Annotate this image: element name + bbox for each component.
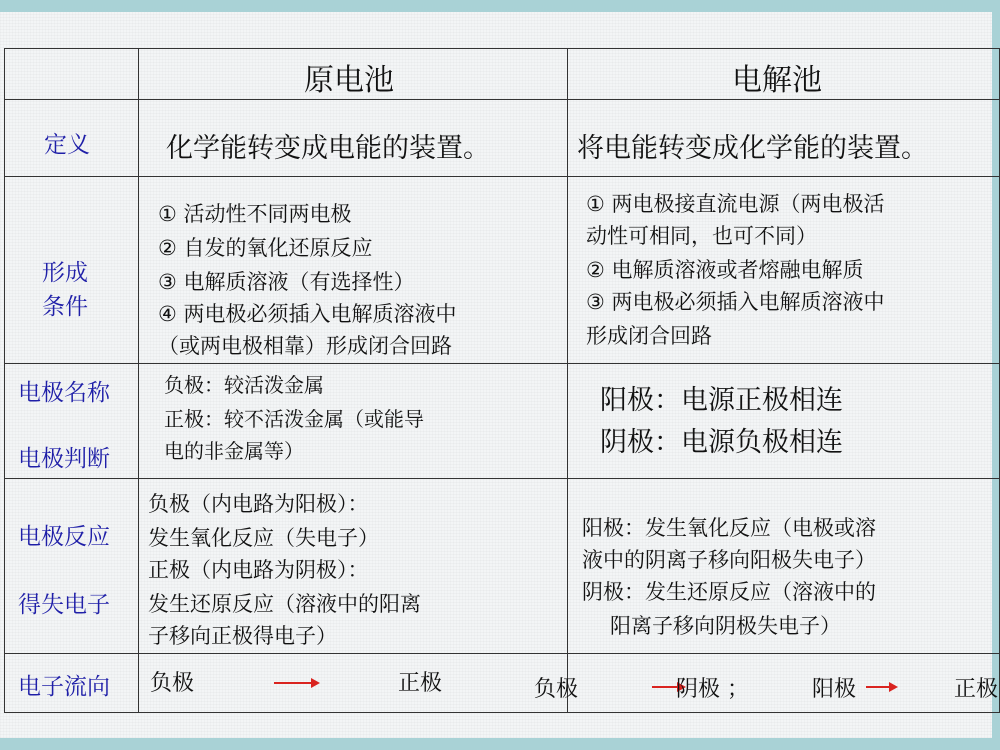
definition-galvanic: 化学能转变成电能的装置。 [166, 133, 490, 164]
reaction-electrolytic-line: 阳离子移向阴极失电子） [610, 614, 841, 638]
row-divider [4, 363, 1000, 364]
row-divider [4, 653, 1000, 654]
condition-electrolytic-item: ① 两电极接直流电源（两电极活 [586, 192, 885, 216]
reaction-galvanic-line: 发生还原反应（溶液中的阳离 [148, 592, 421, 616]
reaction-galvanic-line: 子移向正极得电子） [148, 624, 337, 648]
condition-galvanic-item: ② 自发的氧化还原反应 [158, 236, 373, 260]
condition-electrolytic-item: 形成闭合回路 [586, 324, 712, 348]
column-divider [567, 48, 568, 713]
condition-galvanic-item: ① 活动性不同两电极 [158, 202, 352, 226]
reaction-galvanic-line: 发生氧化反应（失电子） [148, 526, 379, 550]
column-divider [138, 48, 139, 713]
reaction-galvanic-line: 正极（内电路为阴极）： [148, 558, 369, 582]
condition-electrolytic-item: 动性可相同，也可不同） [586, 224, 817, 248]
condition-galvanic-item: ④ 两电极必须插入电解质溶液中 [158, 302, 457, 326]
header-electrolytic-cell: 电解池 [732, 63, 822, 98]
row-label-electron-flow: 电子流向 [18, 674, 110, 700]
table-border-left [4, 48, 5, 713]
reaction-electrolytic-line: 阴极：发生还原反应（溶液中的 [582, 580, 876, 604]
row-label-electrode-name: 电极名称 [18, 380, 110, 406]
row-label-definition: 定义 [44, 132, 90, 158]
reaction-electrolytic-line: 阳极：发生氧化反应（电极或溶 [582, 516, 876, 540]
definition-electrolytic: 将电能转变成化学能的装置。 [577, 133, 928, 164]
flow-electrolytic-to-positive: 正极 [954, 677, 999, 702]
slide [0, 12, 999, 738]
flow-galvanic-from: 负极 [150, 671, 195, 696]
right-arrow-icon [866, 686, 896, 688]
row-label-electron-gain-loss: 得失电子 [18, 592, 110, 618]
row-divider [4, 99, 1000, 100]
condition-electrolytic-item: ② 电解质溶液或者熔融电解质 [586, 258, 864, 282]
condition-galvanic-item: （或两电极相靠）形成闭合回路 [158, 334, 452, 358]
flow-electrolytic-from-negative: 负极 [534, 677, 579, 702]
condition-galvanic-item: ③ 电解质溶液（有选择性） [158, 270, 415, 294]
header-galvanic-cell: 原电池 [304, 63, 394, 98]
reaction-galvanic-line: 负极（内电路为阳极）： [148, 492, 369, 516]
right-arrow-icon [274, 682, 318, 684]
electrode-galvanic-line: 正极：较不活泼金属（或能导 [164, 407, 424, 431]
row-label-electrode-reaction: 电极反应 [18, 524, 110, 550]
row-divider [4, 478, 1000, 479]
row-label-electrode-judgement: 电极判断 [18, 446, 110, 472]
electrode-galvanic-line: 负极：较活泼金属 [164, 373, 324, 397]
reaction-electrolytic-line: 液中的阴离子移向阳极失电子） [582, 548, 876, 572]
row-divider [4, 712, 1000, 713]
row-divider [4, 48, 1000, 49]
electrode-galvanic-line: 电的非金属等） [164, 439, 304, 463]
flow-galvanic-to: 正极 [398, 671, 443, 696]
comparison-table [4, 48, 1000, 713]
condition-electrolytic-item: ③ 两电极必须插入电解质溶液中 [586, 290, 885, 314]
row-label-conditions: 形成 [42, 260, 88, 286]
electrode-electrolytic-anode: 阳极：电源正极相连 [600, 385, 843, 416]
flow-electrolytic-from-anode: 阳极 [812, 677, 857, 702]
row-label-conditions: 条件 [42, 294, 88, 320]
electrode-electrolytic-cathode: 阴极：电源负极相连 [600, 427, 843, 458]
flow-electrolytic-to-cathode: 阴极 ； [676, 677, 749, 702]
row-divider [4, 176, 1000, 177]
